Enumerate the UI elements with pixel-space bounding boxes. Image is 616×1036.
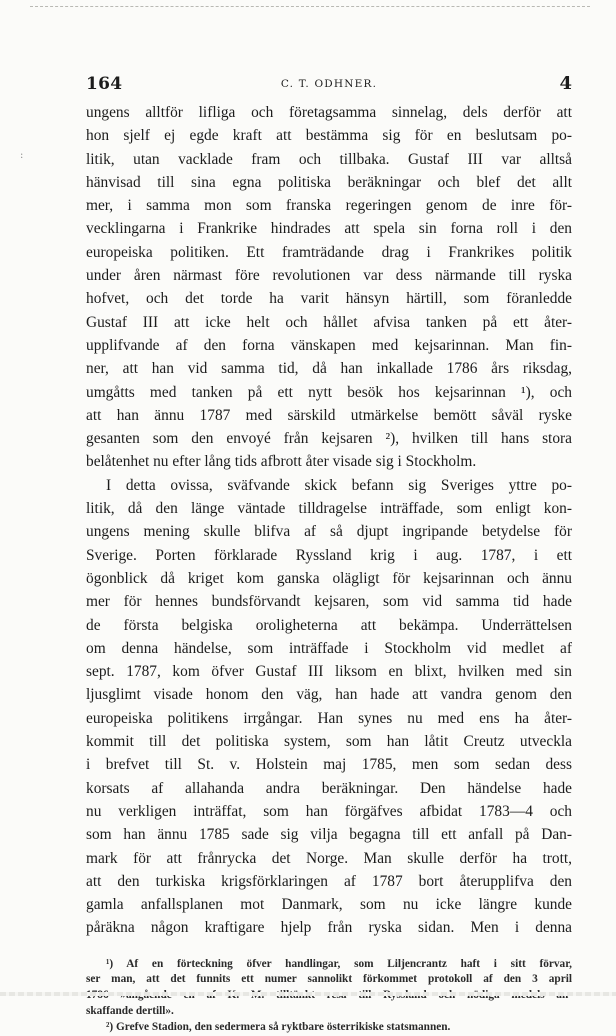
text-line: europeiska politiken. Ett framträdande drag i Frankrikes politik xyxy=(86,243,572,261)
text-line: hänvisad till sina egna politiska beräkningar och blef det allt xyxy=(86,173,572,191)
page-number: 164 xyxy=(86,74,123,94)
footnote-line: skaffande dertill». xyxy=(86,1005,174,1018)
sheet-number: 4 xyxy=(559,73,572,94)
text-line: ungens alltför lifliga och företagsamma sinnelag, dels derför att xyxy=(86,104,572,121)
footnotes xyxy=(86,957,572,1036)
book-page xyxy=(86,74,572,1036)
text-line: ögonblick då kriget kom ganska olägligt för kejsarinnan och ännu xyxy=(86,569,572,587)
text-line: ner, att han vid samma tid, då han inkallade 1786 års riksdag, xyxy=(86,360,572,378)
text-line: sept. 1787, kom öfver Gustaf III liksom en blixt, hvilken med sin xyxy=(86,663,572,681)
text-line: litik, då den länge väntade tilldragelse inträffade, som enligt kon- xyxy=(86,500,572,518)
text-line: mer, i samma mon som franska regeringen genom de inre för- xyxy=(86,197,572,215)
text-line: mer för hennes bundsförvandt kejsaren, som vid samma tid hade xyxy=(86,593,572,611)
text-line: europeiska politikens irrgångar. Han synes nu med ens ha åter- xyxy=(86,709,572,727)
text-line: Gustaf III att icke helt och hållet afvisa tanken på ett åter- xyxy=(86,313,572,331)
footnote-line: ¹) Af en förteckning öfver handlingar, som Liljencrantz haft i sitt förvar, xyxy=(106,957,572,970)
top-rule xyxy=(30,6,590,7)
text-line: kommit till det politiska system, som han låtit Creutz utveckla xyxy=(86,733,572,751)
text-line: hon sjelf ej egde kraft att bestämma sig för en beslutsam po- xyxy=(86,127,572,145)
page-header xyxy=(86,74,572,100)
text-line: hofvet, och det torde ha varit hänsyn härtill, som föranledde xyxy=(86,290,572,308)
text-line: påräkna någon kraftigare hjelp från ryska sidan. Men i denna xyxy=(86,919,572,937)
text-line: vecklingarna i Frankrike hindrades att spela sin forna roll i den xyxy=(86,220,572,238)
text-line: mark för att frånrycka det Norge. Man skulle derför ha trott, xyxy=(86,849,572,867)
text-line: om denna händelse, som inträffade i Stockholm vid medlet af xyxy=(86,639,572,657)
text-line: korsats af allahanda andra beräkningar. Den händelse hade xyxy=(86,779,572,797)
text-line: belåtenhet nu efter lång tids afbrott åter visade sig i Stockholm. xyxy=(86,453,477,471)
text-line: umgåtts med tanken på ett nytt besök hos kejsarinnan ¹), och xyxy=(86,383,572,401)
text-line: litik, utan vacklade fram och tillbaka. Gustaf III var alltså xyxy=(86,150,572,168)
text-line: I detta ovissa, sväfvande skick befann sig Sveriges yttre po- xyxy=(106,476,572,494)
text-line: som han ännu 1785 sade sig vilja begagna till ett anfall på Dan- xyxy=(86,826,572,844)
margin-mark: : xyxy=(20,150,24,161)
text-line: de första belgiska oroligheterna att bekämpa. Underrättelsen xyxy=(86,616,572,634)
footnote-line: ser man, att det funnits ett numer sannolikt förkommet protokoll af den 3 april xyxy=(86,973,572,986)
bottom-edge xyxy=(0,992,616,996)
text-line: gesanten som den envoyé från kejsaren ²), hvilken till hans stora xyxy=(86,430,572,448)
text-line: nu verkligen inträffat, som han förgäfves afbidat 1783—4 och xyxy=(86,802,572,820)
text-line: ungens mening skulle blifva af så djupt ingripande betydelse för xyxy=(86,523,572,541)
text-line: i brefvet till St. v. Holstein maj 1785, men som sedan dess xyxy=(86,756,572,774)
text-line: Sverige. Porten förklarade Ryssland krig i aug. 1787, i ett xyxy=(86,546,572,564)
text-line: ljusglimt visade honom den väg, han hade att vandra genom den xyxy=(86,686,572,704)
footnote-line xyxy=(86,988,572,1004)
running-head: C. T. ODHNER. xyxy=(280,78,378,90)
text-line: gamla anfallsplanen mot Danmark, som nu icke längre kunde xyxy=(86,896,572,914)
text-line: under åren närmast före revolutionen var dess närmande till ryska xyxy=(86,267,572,285)
footnote-line: ²) Grefve Stadion, den sedermera så ryktbare österrikiske statsmannen. xyxy=(106,1020,451,1033)
text-line: att den turkiska krigsförklaringen af 1787 bort återupplifva den xyxy=(86,872,572,890)
body-text xyxy=(86,101,572,940)
text-line: att han ännu 1787 med särskild utmärkelse bemött såväl ryske xyxy=(86,406,572,424)
text-line: upplifvande af den forna vänskapen med kejsarinnan. Man fin- xyxy=(86,336,572,354)
